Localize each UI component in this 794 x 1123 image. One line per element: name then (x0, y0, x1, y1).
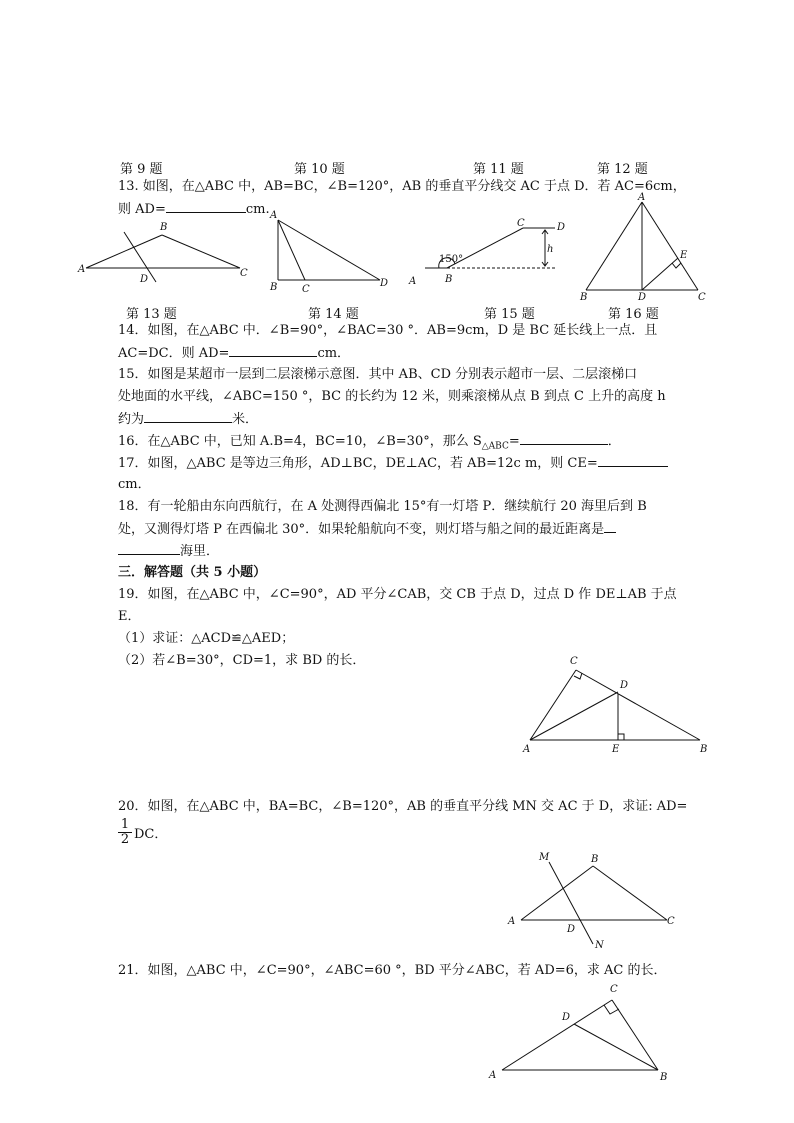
q14-line2b: cm． (317, 346, 351, 361)
figure-15 (405, 218, 575, 288)
caption-fig10: 第 10 题 (294, 162, 345, 177)
q19-part2: （2）若∠B=30°，CD=1，求 BD 的长． (118, 653, 366, 668)
q19-line2: E． (118, 609, 141, 624)
f15-label-A: A (409, 276, 417, 287)
f20-label-N: N (595, 940, 604, 951)
q18-line1: 18．有一轮船由东向西航行，在 A 处测得西偏北 15°有一灯塔 P．继续航行 20 海里后到 B (118, 499, 647, 514)
f13-label-C: C (240, 268, 248, 279)
q18-line3-text: 海里． (180, 544, 220, 559)
q20-line1: 20．如图，在△ABC 中，BA=BC，∠B=120°，AB 的垂直平分线 MN 交 AC 于 D，求证: AD= (118, 799, 688, 814)
q15-line3 (118, 410, 258, 429)
f15-label-B: B (445, 274, 453, 285)
f19-label-C: C (570, 656, 578, 667)
figure-14 (268, 210, 389, 295)
f19-label-B: B (700, 744, 708, 755)
f13-label-B: B (160, 222, 168, 233)
q16-line1c: ． (607, 434, 621, 449)
q21-line1: 21．如图，△ABC 中，∠C=90°，∠ABC=60 °，BD 平分∠ABC，若 AD=6，求 AC 的长． (118, 963, 667, 978)
caption-fig13: 第 13 题 (126, 307, 177, 322)
f16-label-D: D (638, 292, 647, 303)
f20-label-C: C (667, 916, 675, 927)
caption-fig16: 第 16 题 (608, 307, 659, 322)
caption-fig12: 第 12 题 (597, 162, 648, 177)
f20-label-B: B (591, 854, 599, 865)
q19-line1: 19．如图，在△ABC 中，∠C=90°，AD 平分∠CAB，交 CB 于点 D，过点 D 作 DE⊥AB 于点 (118, 587, 677, 602)
q14-line1: 14．如图，在△ABC 中．∠B=90°，∠BAC=30 °．AB=9cm，D 是 BC 延长线上一点．且 (118, 323, 658, 338)
f15-label-h: h (547, 244, 554, 255)
f15-label-angle: 150° (439, 254, 464, 265)
f16-label-E: E (680, 250, 688, 261)
f20-label-M: M (539, 852, 550, 863)
f16-label-B: B (580, 292, 588, 303)
f19-label-A: A (523, 744, 531, 755)
q15-line1: 15．如图是某超市一层到二层滚梯示意图．其中 AB、CD 分别表示超市一层、二层滚梯口 (118, 367, 638, 382)
q18-line3 (118, 542, 219, 561)
q13-line2 (118, 200, 270, 219)
q20-fraction-denominator: 2 (120, 832, 130, 847)
q16-answer-blank[interactable] (520, 432, 608, 445)
caption-fig9: 第 9 题 (120, 162, 163, 177)
f15-label-C: C (517, 218, 525, 229)
q20-fraction-numerator: 1 (118, 818, 132, 833)
f14-label-A: A (270, 210, 278, 221)
figure-19 (520, 650, 720, 758)
q18-line2 (118, 520, 616, 539)
f15-label-D: D (557, 222, 566, 233)
q18-line2-text: 处，又测得灯塔 P 在西偏北 30°．如果轮船航向不变，则灯塔与船之间的最近距离是 (118, 522, 605, 537)
q20-tail: DC． (134, 827, 168, 842)
q17-answer-blank[interactable] (598, 454, 668, 467)
q15-line2: 处地面的水平线，∠ABC=150 °，BC 的长约为 12 米，则乘滚梯从点 B 到点 C 上升的高度 h (118, 389, 666, 404)
q17-line2: cm． (118, 477, 151, 492)
f20-label-D: D (567, 924, 576, 935)
f14-label-C: C (302, 284, 310, 295)
q14-line2a: AC=DC．则 AD= (118, 346, 230, 361)
figure-13 (80, 218, 260, 290)
q13-line1: 13. 如图，在△ABC 中，AB=BC，∠B=120°，AB 的垂直平分线交 AC 于点 D．若 AC=6cm， (118, 179, 686, 194)
q20-fraction (118, 818, 132, 847)
q13-line2a: 则 AD= (118, 202, 166, 217)
section-3-heading: 三．解答题（共 5 小题） (118, 565, 267, 580)
caption-fig11: 第 11 题 (473, 162, 524, 177)
f21-label-B: B (660, 1072, 668, 1083)
f16-label-A: A (638, 192, 646, 203)
figure-16 (580, 192, 710, 303)
f19-label-D: D (620, 680, 629, 691)
f21-label-C: C (610, 984, 618, 995)
q17-line1 (118, 454, 668, 473)
caption-fig14: 第 14 题 (308, 307, 359, 322)
caption-fig15: 第 15 题 (484, 307, 535, 322)
q16-line1 (118, 432, 621, 456)
q17-line1a: 17．如图，△ABC 是等边三角形，AD⊥BC，DE⊥AC，若 AB=12c m，则 CE= (118, 456, 598, 471)
q16-line1a: 16．在△ABC 中，已知 A.B=4，BC=10，∠B=30°，那么 S (118, 434, 482, 449)
q16-subscript: △ABC (481, 441, 509, 452)
f13-label-A: A (78, 264, 86, 275)
f19-label-E: E (612, 744, 620, 755)
f14-label-B: B (270, 282, 278, 293)
figure-20 (505, 848, 685, 952)
q18-answer-blank-a[interactable] (604, 520, 616, 533)
q14-line2 (118, 344, 350, 363)
q15-line3a: 约为 (118, 412, 145, 427)
q16-line1b: = (508, 434, 520, 449)
f14-label-D: D (380, 278, 389, 289)
q15-line3b: 米． (232, 412, 259, 427)
f13-label-D: D (140, 274, 149, 285)
figure-21 (486, 978, 686, 1088)
q14-answer-blank[interactable] (229, 344, 317, 357)
q15-answer-blank[interactable] (144, 410, 232, 423)
q13-answer-blank[interactable] (166, 200, 246, 213)
f20-label-A: A (508, 916, 516, 927)
q18-answer-blank-b[interactable] (118, 542, 180, 555)
q19-part1: （1）求证：△ACD≌△AED； (118, 631, 295, 646)
q13-line2b: cm. (245, 202, 270, 217)
f21-label-D: D (562, 1012, 571, 1023)
f16-label-C: C (698, 292, 706, 303)
f21-label-A: A (489, 1070, 497, 1081)
